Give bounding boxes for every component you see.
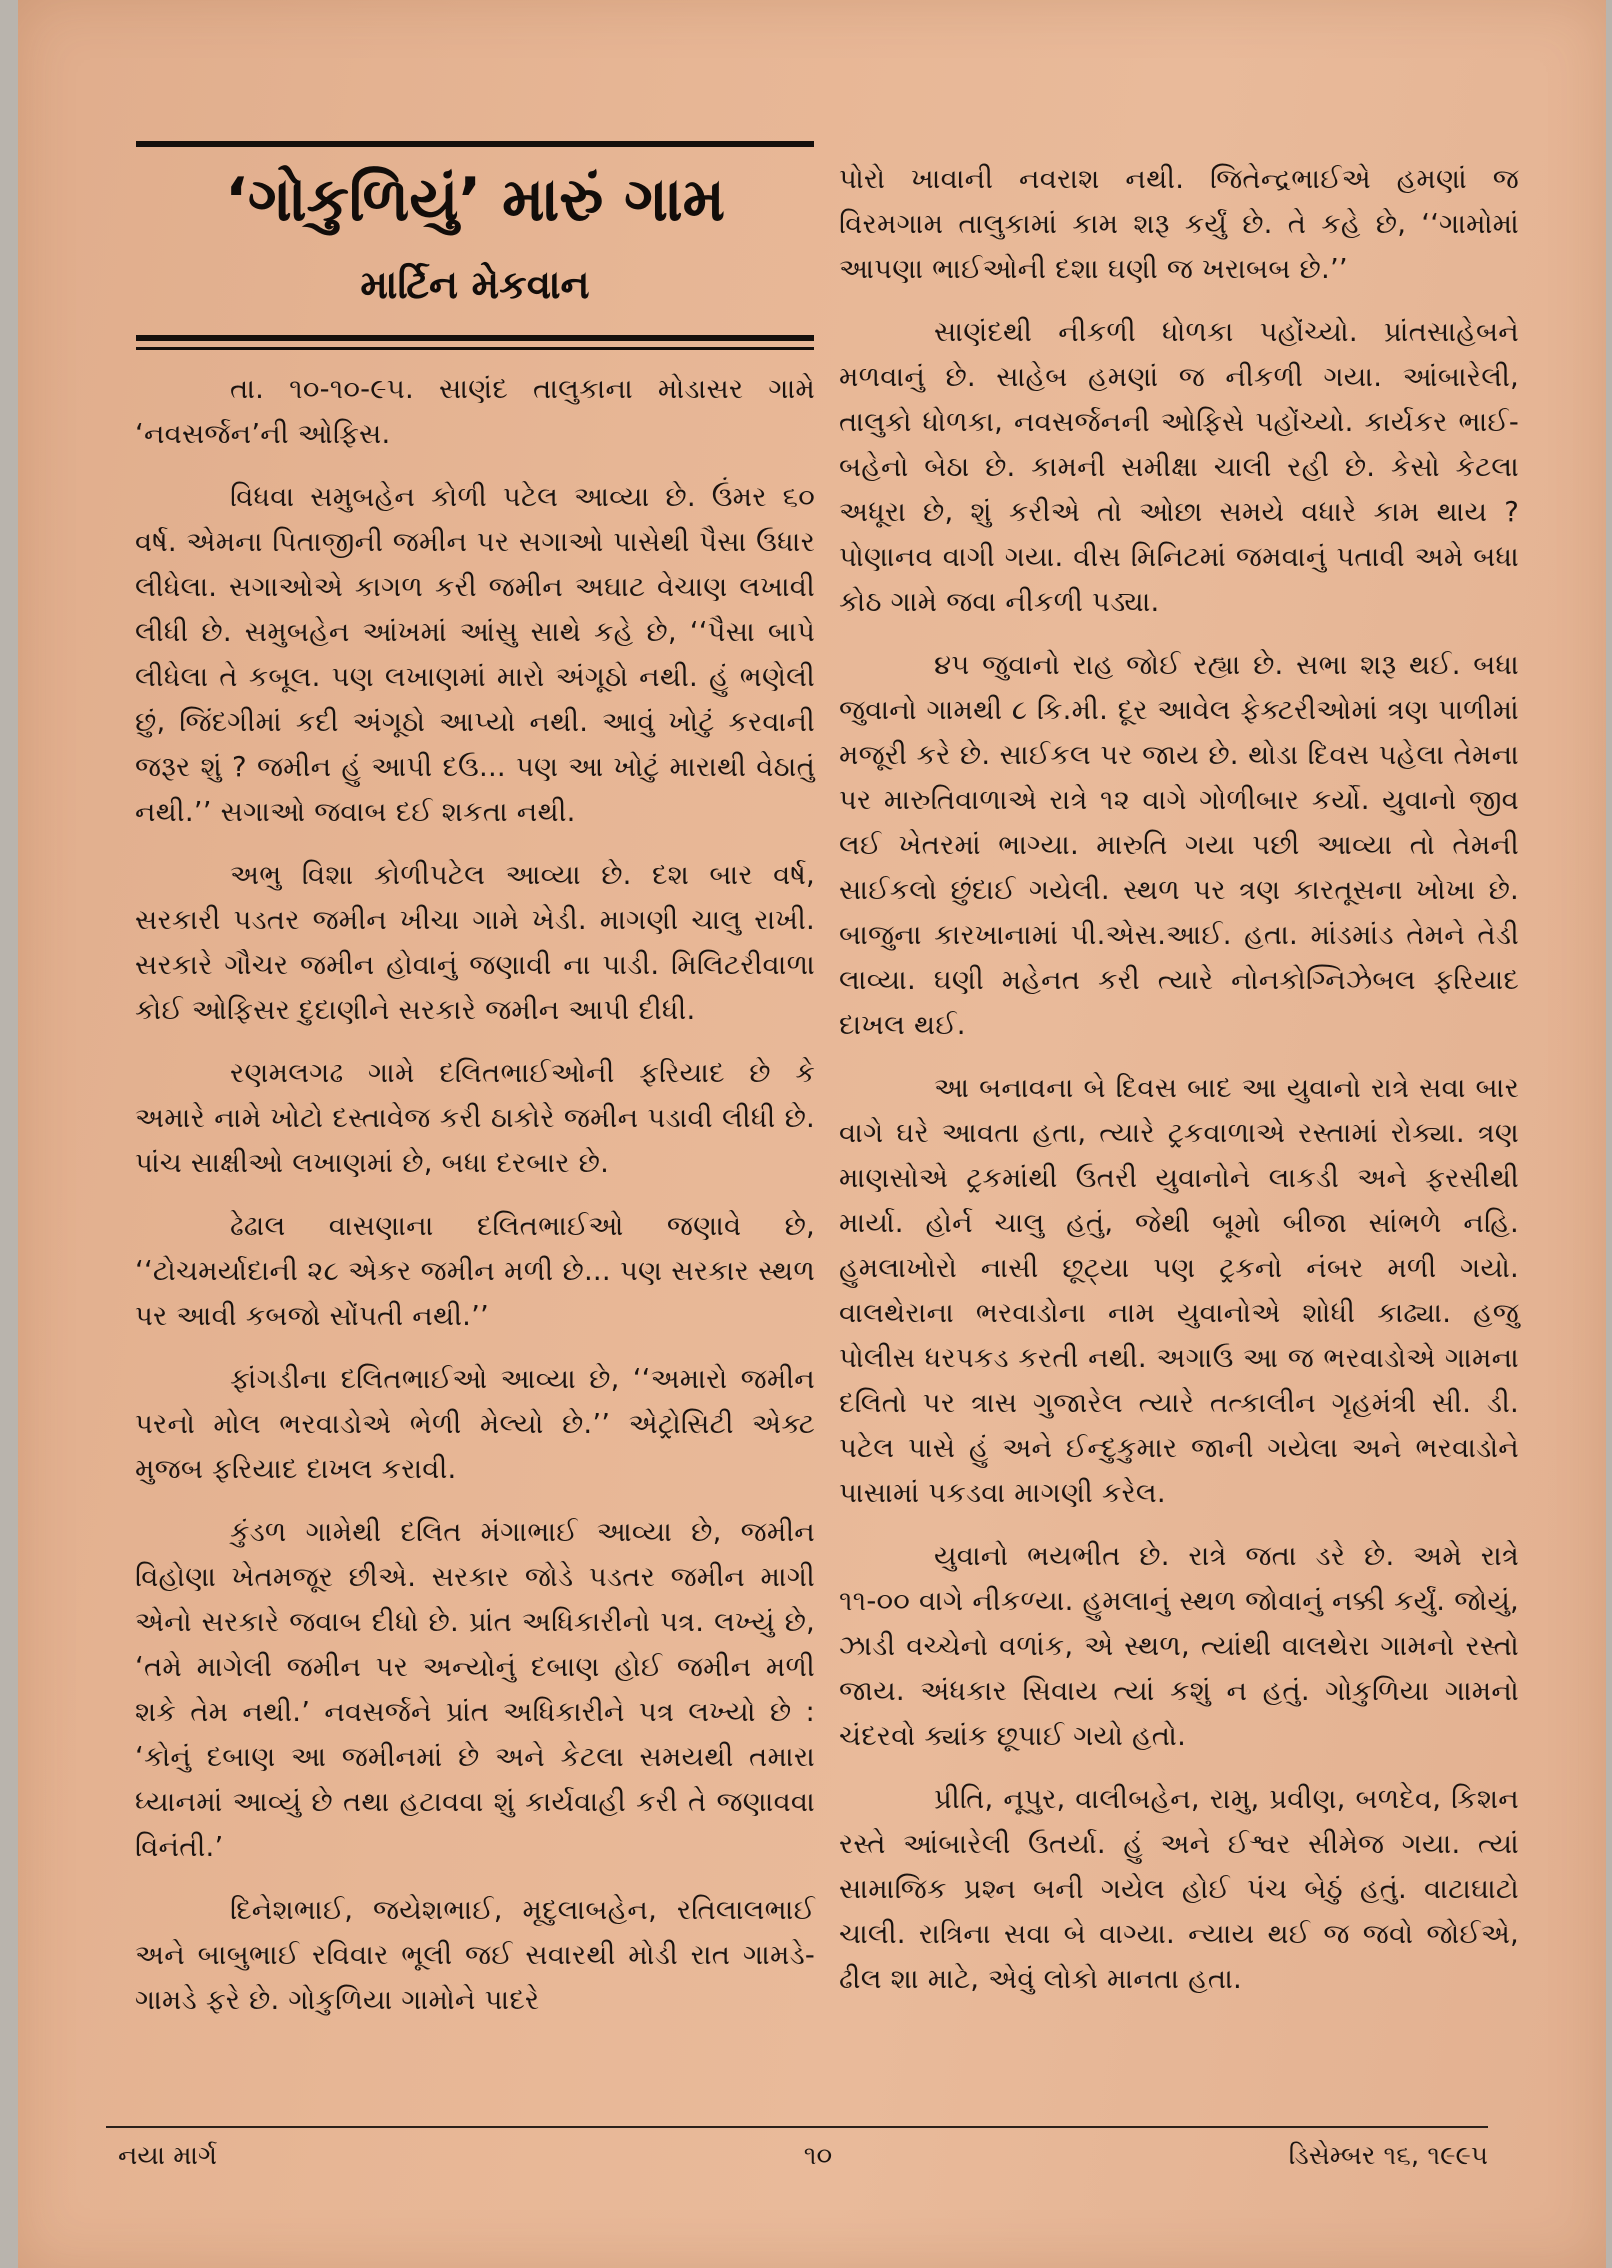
article-paragraph: આ બનાવના બે દિવસ બાદ આ યુવાનો રાત્રે સવા બાર વાગે ઘરે આવતા હતા, ત્યારે ટ્રકવાળાએ રસ્તામાં રોક્યા. ત્રણ માણસોએ ટ્રકમાંથી ઉતરી યુવાનોને લાકડી અને ફરસીથી માર્યા. હોર્ન ચાલુ હતું, જેથી બૂમો બીજા સાંભળે નહિ. હુમલાખોરો નાસી છૂટ્યા પણ ટ્રકનો નંબર મળી ગયો. વાલથેરાના ભરવાડોના નામ યુવાનોએ શોધી કાઢ્યા. હજુ પોલીસ ધરપકડ કરતી નથી. અગાઉ આ જ ભરવાડોએ ગામના દલિતો પર ત્રાસ ગુજારેલ ત્યારે તત્કાલીન ગૃહમંત્રી સી. ડી. પટેલ પાસે હું અને ઈન્દુકુમાર જાની ગયેલા અને ભરવાડોને પાસામાં પકડવા માગણી કરેલ. [839,1072,1519,1509]
title-bottom-rule-thin [136,347,814,350]
right-column [839,157,1519,2002]
article-paragraph: યુવાનો ભયભીત છે. રાત્રે જતા ડરે છે. અમે રાત્રે ૧૧-૦૦ વાગે નીકળ્યા. હુમલાનું સ્થળ જોવાનું નક્કી કર્યું. જોયું, ઝાડી વચ્ચેનો વળાંક, એ સ્થળ, ત્યાંથી વાલથેરા ગામનો રસ્તો જાય. અંધકાર સિવાય ત્યાં કશું ન હતું. ગોકુળિયા ગામનો ચંદરવો ક્યાંક છૂપાઈ ગયો હતો. [839,1540,1519,1752]
publication-name: નયા માર્ગ [118,2141,218,2171]
issue-date: ડિસેમ્બર ૧૬, ૧૯૯૫ [1288,2141,1488,2171]
article-paragraph: ફાંગડીના દલિતભાઈઓ આવ્યા છે, ‘‘અમારો જમીન પરનો મોલ ભરવાડોએ ભેળી મેલ્યો છે.’’ એટ્રોસિટી એક્ટ મુજબ ફરિયાદ દાખલ કરાવી. [135,1363,815,1485]
article-paragraph: ઢેઢાલ વાસણાના દલિતભાઈઓ જણાવે છે, ‘‘ટોચમર્યાદાની ૨૮ એકર જમીન મળી છે... પણ સરકાર સ્થળ પર આવી કબજો સોંપતી નથી.’’ [135,1210,815,1332]
article-author: માર્ટિન મેકવાન [360,263,590,308]
article-paragraph: વિધવા સમુબહેન કોળી પટેલ આવ્યા છે. ઉંમર ૬૦ વર્ષ. એમના પિતાજીની જમીન પર સગાઓ પાસેથી પૈસા ઉધાર લીધેલા. સગાઓએ કાગળ કરી જમીન અઘાટ વેચાણ લખાવી લીધી છે. સમુબહેન આંખમાં આંસુ સાથે કહે છે, ‘‘પૈસા બાપે લીધેલા તે કબૂલ. પણ લખાણમાં મારો અંગૂઠો નથી. હું ભણેલી છું, જિંદગીમાં કદી અંગૂઠો આપ્યો નથી. આવું ખોટું કરવાની જરૂર શું ? જમીન હું આપી દઉ... પણ આ ખોટું મારાથી વેઠાતું નથી.’’ સગાઓ જવાબ દઈ શકતા નથી. [135,481,815,828]
article-paragraph: ૪૫ જુવાનો રાહ જોઈ રહ્યા છે. સભા શરૂ થઈ. બધા જુવાનો ગામથી ૮ કિ.મી. દૂર આવેલ ફેક્ટરીઓમાં ત્રણ પાળીમાં મજૂરી કરે છે. સાઈકલ પર જાય છે. થોડા દિવસ પહેલા તેમના પર મારુતિવાળાએ રાત્રે ૧૨ વાગે ગોળીબાર કર્યો. યુવાનો જીવ લઈ ખેતરમાં ભાગ્યા. મારુતિ ગયા પછી આવ્યા તો તેમની સાઈકલો છુંદાઈ ગયેલી. સ્થળ પર ત્રણ કારતૂસના ખોખા છે. બાજુના કારખાનામાં પી.એસ.આઈ. હતા. માંડમાંડ તેમને તેડી લાવ્યા. ઘણી મહેનત કરી ત્યારે નોનકોગ્નિઝેબલ ફરિયાદ દાખલ થઈ. [839,649,1519,1041]
article-paragraph: તા. ૧૦-૧૦-૯૫. સાણંદ તાલુકાના મોડાસર ગામે ‘નવસર્જન’ની ઓફિસ. [135,373,815,450]
title-top-rule [136,141,814,147]
article-title: ‘ગોકુળિયું’ મારું ગામ [225,165,725,235]
article-paragraph: પ્રીતિ, નૂપુર, વાલીબહેન, રામુ, પ્રવીણ, બળદેવ, કિશન રસ્તે આંબારેલી ઉતર્યા. હું અને ઈશ્વર સીમેજ ગયા. ત્યાં સામાજિક પ્રશ્ન બની ગયેલ હોઈ પંચ બેઠું હતું. વાટાઘાટો ચાલી. રાત્રિના સવા બે વાગ્યા. ન્યાય થઈ જ જવો જોઈએ, ઢીલ શા માટે, એવું લોકો માનતા હતા. [839,1783,1519,1995]
article-paragraph: દિનેશભાઈ, જયેશભાઈ, મૃદુલાબહેન, રતિલાલભાઈ અને બાબુભાઈ રવિવાર ભૂલી જઈ સવારથી મોડી રાત ગામડે-ગામડે ફરે છે. ગોકુળિયા ગામોને પાદરે [135,1894,815,2016]
magazine-page [18,0,1606,2268]
page-number: ૧૦ [803,2141,833,2171]
article-paragraph: પોરો ખાવાની નવરાશ નથી. જિતેન્દ્રભાઈએ હમણાં જ વિરમગામ તાલુકામાં કામ શરૂ કર્યું છે. તે કહે છે, ‘‘ગામોમાં આપણા ભાઈઓની દશા ઘણી જ ખરાબબ છે.’’ [839,163,1519,285]
article-paragraph: સાણંદથી નીકળી ધોળકા પહોંચ્યો. પ્રાંતસાહેબને મળવાનું છે. સાહેબ હમણાં જ નીકળી ગયા. આંબારેલી, તાલુકો ધોળકા, નવસર્જનની ઓફિસે પહોંચ્યો. કાર્યકર ભાઈ-બહેનો બેઠા છે. કામની સમીક્ષા ચાલી રહી છે. કેસો કેટલા અધૂરા છે, શું કરીએ તો ઓછા સમયે વધારે કામ થાય ? પોણાનવ વાગી ગયા. વીસ મિનિટમાં જમવાનું પતાવી અમે બધા કોઠ ગામે જવા નીકળી પડ્યા. [839,316,1519,618]
footer-rule [106,2126,1488,2128]
article-paragraph: રણમલગઢ ગામે દલિતભાઈઓની ફરિયાદ છે કે અમારે નામે ખોટો દસ્તાવેજ કરી ઠાકોરે જમીન પડાવી લીધી છે. પાંચ સાક્ષીઓ લખાણમાં છે, બધા દરબાર છે. [135,1057,815,1179]
article-paragraph: કુંડળ ગામેથી દલિત મંગાભાઈ આવ્યા છે, જમીન વિહોણા ખેતમજૂર છીએ. સરકાર જોડે પડતર જમીન માગી એનો સરકારે જવાબ દીધો છે. પ્રાંત અધિકારીનો પત્ર. લખ્યું છે, ‘તમે માગેલી જમીન પર અન્યોનું દબાણ હોઈ જમીન મળી શકે તેમ નથી.’ નવસર્જને પ્રાંત અધિકારીને પત્ર લખ્યો છે : ‘કોનું દબાણ આ જમીનમાં છે અને કેટલા સમયથી તમારા ધ્યાનમાં આવ્યું છે તથા હટાવવા શું કાર્યવાહી કરી તે જણાવવા વિનંતી.’ [135,1516,815,1863]
left-column [135,367,815,2023]
title-bottom-rule [136,335,814,341]
article-paragraph: અભુ વિશા કોળીપટેલ આવ્યા છે. દશ બાર વર્ષ, સરકારી પડતર જમીન ખીચા ગામે ખેડી. માગણી ચાલુ રાખી. સરકારે ગૌચર જમીન હોવાનું જણાવી ના પાડી. મિલિટરીવાળા કોઈ ઓફિસર દુદાણીને સરકારે જમીન આપી દીધી. [135,859,815,1026]
